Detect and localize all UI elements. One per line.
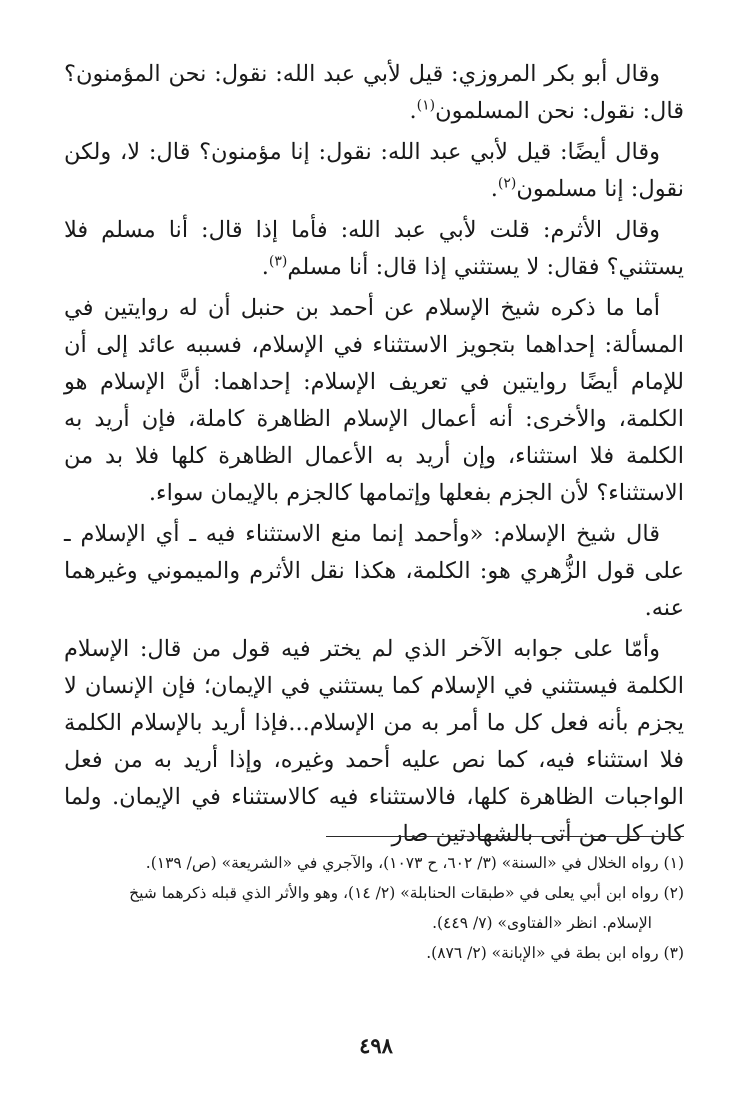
paragraph-1-end: . (409, 98, 417, 124)
footnote-divider (326, 836, 684, 837)
footnote-ref-2[interactable]: (٢) (497, 175, 517, 192)
footnote-3: (٣) رواه ابن بطة في «الإبانة» (٢/ ٨٧٦). (426, 944, 684, 962)
paragraph-3-text: وقال الأثرم: قلت لأبي عبد الله: فأما إذا قال: أنا مسلم فلا يستثني؟ فقال: لا يستثني إذا قال: أنا مسلم (64, 217, 684, 280)
paragraph-3-end: . (261, 254, 269, 280)
paragraph-6: وأمّا على جوابه الآخر الذي لم يختر فيه قول من قال: الإسلام الكلمة فيستثني في الإسلام كما يستثني في الإيمان؛ فإن الإنسان لا يجزم بأنه فعل كل ما أمر به من الإسلام...فإذا أريد بالإسلام الكلمة فلا استثناء فيه، كما نص عليه أحمد وغيره، وإذا أريد به من فعل الواجبات الظاهرة كلها، فالاستثناء فيه كالاستثناء في الإيمان. ولما كان كل من أتى بالشهادتين صار (64, 636, 684, 847)
page-number: ٤٩٨ (359, 1033, 393, 1058)
paragraph-1-text: وقال أبو بكر المروزي: قيل لأبي عبد الله: نقول: نحن المؤمنون؟ قال: نقول: نحن المسلمون (64, 61, 684, 124)
footnotes (64, 848, 684, 968)
paragraph-1 (64, 56, 684, 130)
footnote-ref-1[interactable]: (١) (416, 97, 436, 114)
paragraph-3 (64, 212, 684, 286)
footnote-1: (١) رواه الخلال في «السنة» (٣/ ٦٠٢، ح ١٠٧٣)، والآجري في «الشريعة» (ص/ ١٣٩). (145, 854, 684, 872)
footnote-2-continued: الإسلام. انظر «الفتاوى» (٧/ ٤٤٩). (432, 914, 652, 932)
paragraph-2-end: . (490, 176, 498, 202)
paragraph-4: أما ما ذكره شيخ الإسلام عن أحمد بن حنبل أن له روايتين في المسألة: إحداهما بتجويز الاستثناء في الإسلام، فسببه عائد إلى أن للإمام أيضًا روايتين في تعريف الإسلام: إحداهما: أنَّ الإسلام هو الكلمة، والأخرى: أنه أعمال الإسلام الظاهرة كاملة، فإن أريد به الكلمة فلا استثناء، وإن أريد به الأعمال الظاهرة كلها فلا بد من الاستثناء؟ لأن الجزم بفعلها وإتمامها كالجزم بالإيمان سواء. (64, 295, 684, 506)
main-text (64, 56, 684, 857)
footnote-ref-3[interactable]: (٣) (268, 253, 288, 270)
paragraph-5: قال شيخ الإسلام: «وأحمد إنما منع الاستثناء فيه ـ أي الإسلام ـ على قول الزُّهري هو: الكلمة، هكذا نقل الأثرم والميموني وغيرهما عنه. (64, 521, 684, 621)
footnote-2: (٢) رواه ابن أبي يعلى في «طبقات الحنابلة» (٢/ ١٤)، وهو والأثر الذي قبله ذكرهما شيخ (129, 884, 684, 902)
paragraph-2-text: وقال أيضًا: قيل لأبي عبد الله: نقول: إنا مؤمنون؟ قال: لا، ولكن نقول: إنا مسلمون (64, 139, 684, 202)
paragraph-2 (64, 134, 684, 208)
